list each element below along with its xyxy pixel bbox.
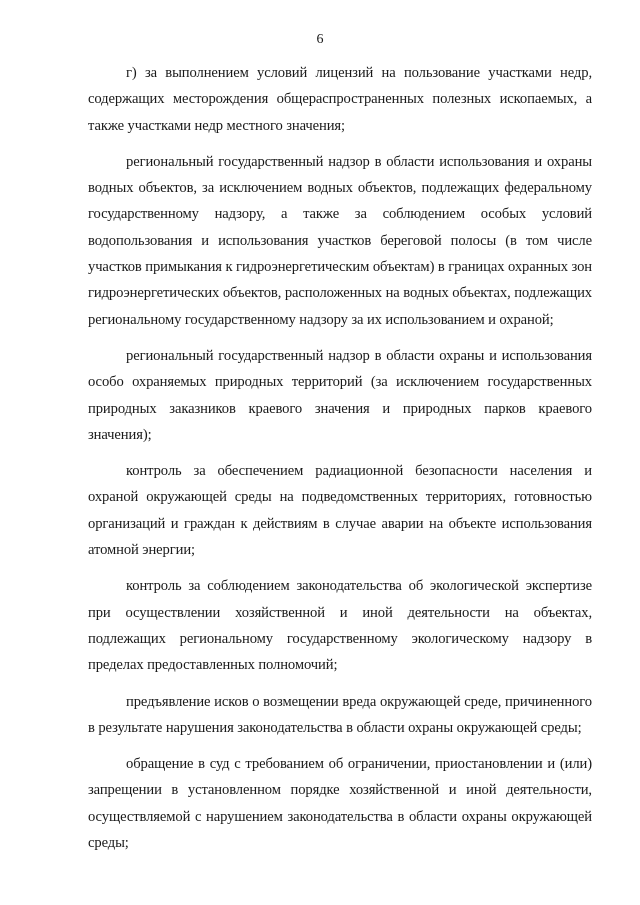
paragraph-damage-claims: предъявление исков о возмещении вреда окружающей среде, причиненного в результате нарушения законодательства в области охраны окружающей среды;: [88, 693, 592, 736]
paragraph-ecological-expertise-control: контроль за соблюдением законодательства об экологической экспертизе при осуществлении хозяйственной и иной деятельности на объектах, подлежащих региональному государственному экологическому надзору в пределах предоставленных полномочий;: [88, 578, 592, 674]
paragraph-water-objects-supervision: региональный государственный надзор в области использования и охраны водных объектов, за исключением водных объектов, подлежащих федеральному государственному надзору, а также за соблюдением особых условий водопользования и использования участков береговой полосы (в том числе участков примыкания к гидроэнергетическим объектам) в границах охранных зон гидроэнергетических объектов, расположенных на водных объектах, подлежащих региональному государственному надзору за их использованием и охраной;: [88, 153, 592, 328]
paragraph-court-appeal: обращение в суд с требованием об ограничении, приостановлении и (или) запрещении в установленном порядке хозяйственной и иной деятельности, осуществляемой с нарушением законодательства в области охраны окружающей среды;: [88, 756, 592, 852]
paragraph-licenses: г) за выполнением условий лицензий на пользование участками недр, содержащих месторождения общераспространенных полезных ископаемых, а также участками недр местного значения;: [88, 65, 592, 134]
document-body: [88, 60, 592, 866]
page-number: 6: [316, 32, 324, 47]
paragraph-radiation-safety-control: контроль за обеспечением радиационной безопасности населения и охраной окружающей среды на подведомственных территориях, готовностью организаций и граждан к действиям в случае аварии на объекте использования атомной энергии;: [88, 463, 592, 559]
paragraph-protected-areas-supervision: региональный государственный надзор в области охраны и использования особо охраняемых природных территорий (за исключением государственных природных заказников краевого значения и природных парков краевого значения);: [88, 347, 592, 443]
